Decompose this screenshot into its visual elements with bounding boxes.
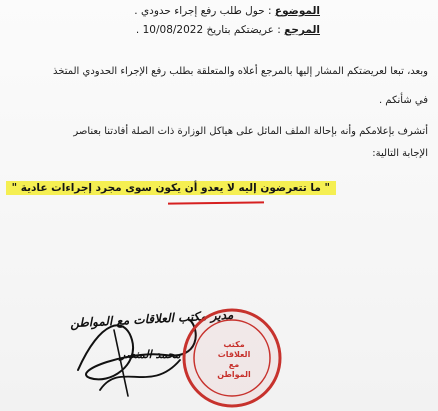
subject-line [134,5,320,17]
paragraph-1-line-1: وبعد، تبعا لعريضتكم المشار إليها بالمرجع أعلاه والمتعلقة بطلب رفع الإجراء الحدودي المتخذ [53,66,428,77]
paragraph-1-line-2: في شأنكم . [378,95,428,106]
stamp-lettering: مكتب العلاقات مع المواطن [217,340,251,379]
highlighted-quote: " ما تتعرضون إليه لا يعدو أن يكون سوى مجرد إجراءات عادية " [6,181,336,195]
red-underline-mark [168,201,264,204]
signer-name: محمد المنصر [120,348,181,361]
subject-text: : حول طلب رفع إجراء حدودي . [134,5,272,17]
reference-text: : عريضتكم بتاريخ 10/08/2022 . [135,24,281,36]
paragraph-2-line-2: الإجابة التالية: [372,148,428,159]
reference-line [136,24,320,36]
signer-title: مدير مكتب العلاقات مع المواطن [69,307,234,331]
paragraph-2-line-1: أتشرف بإعلامكم وأنه بإحالة الملف الماثل على هياكل الوزارة ذات الصلة أفادتنا بعناصر [73,126,428,137]
reference-label: المرجع [284,24,320,36]
subject-label: الموضوع [274,5,320,17]
